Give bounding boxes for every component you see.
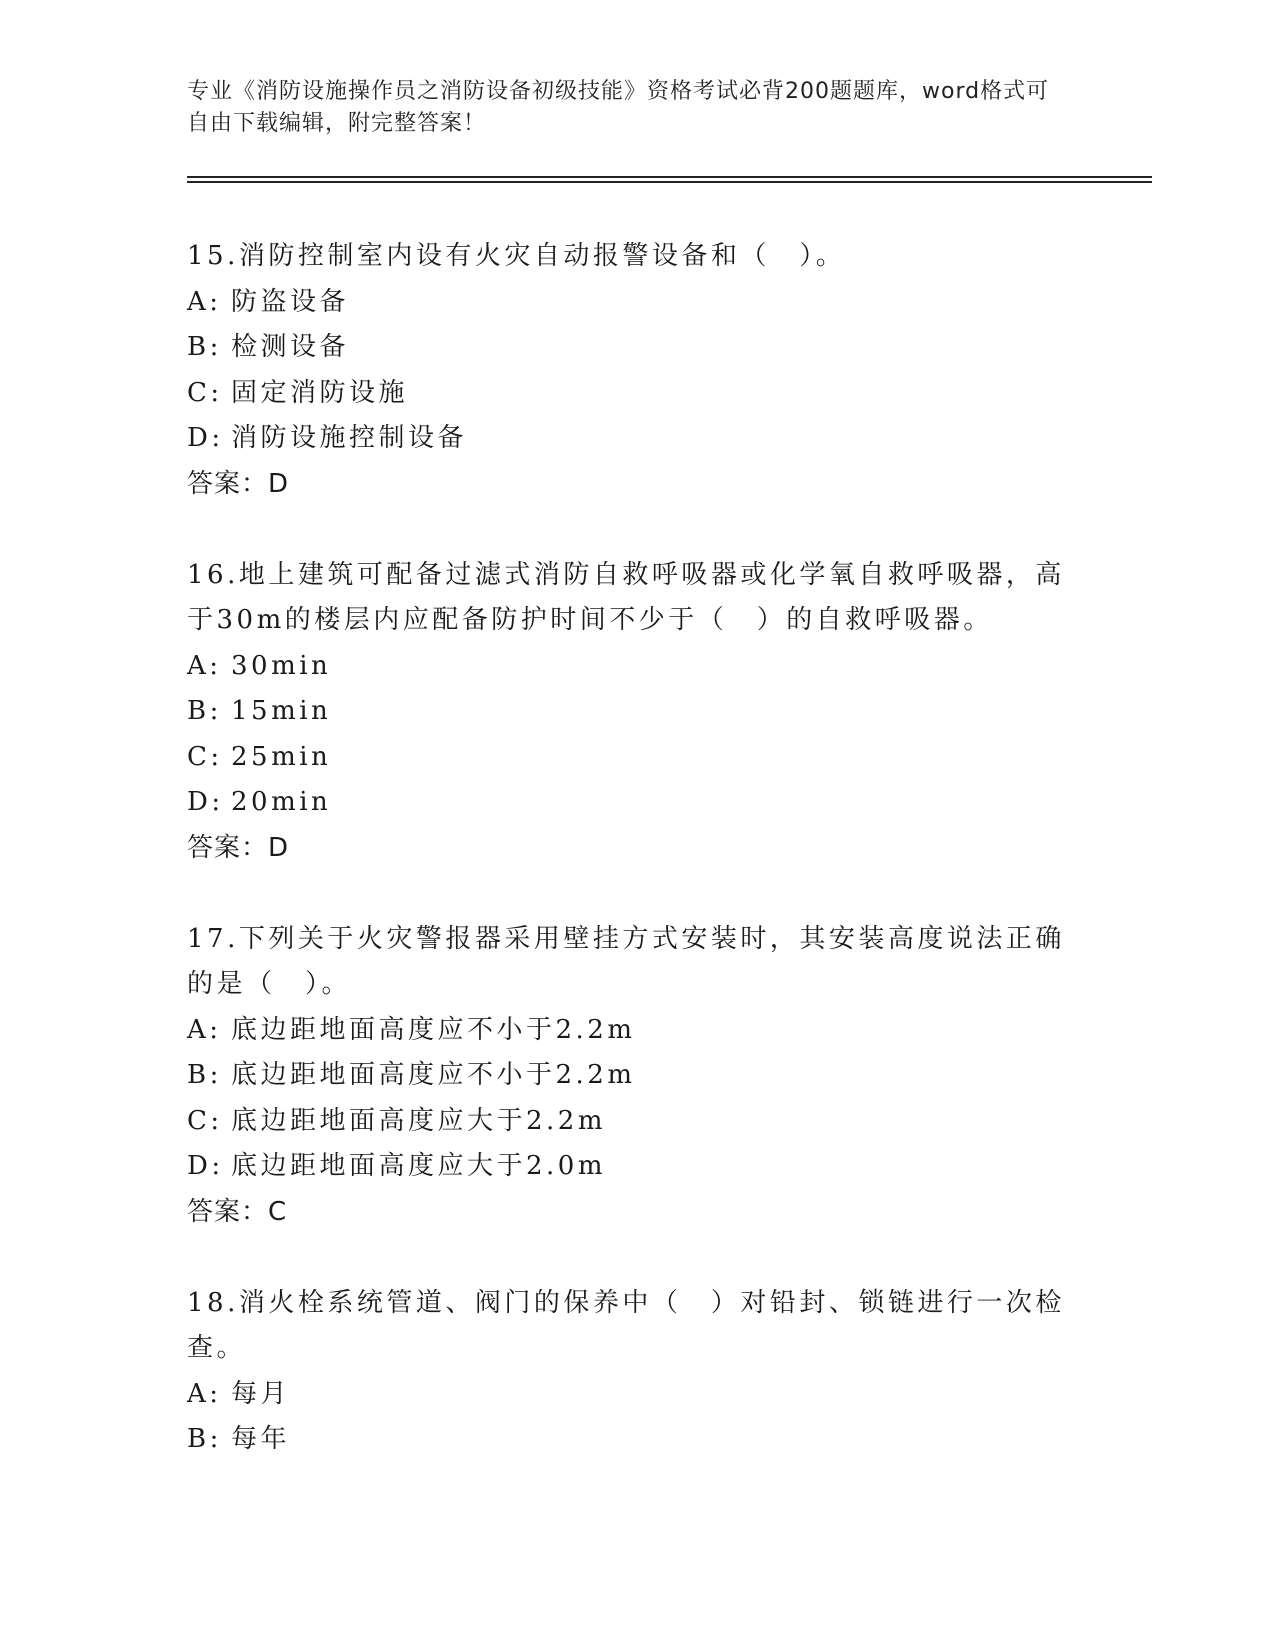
question-18 xyxy=(187,1281,1082,1463)
option-letter: A: xyxy=(187,1014,222,1045)
header-rule-bottom xyxy=(187,181,1152,183)
spacer xyxy=(187,871,1082,917)
option-b xyxy=(187,689,1082,735)
page-header: 专业《消防设施操作员之消防设备初级技能》资格考试必背200题题库，word格式可自由下载编辑，附完整答案！ xyxy=(187,79,1050,136)
option-a xyxy=(187,1372,1082,1418)
option-letter: D: xyxy=(187,1151,224,1181)
option-b xyxy=(187,1053,1082,1099)
option-text: 底边距地面高度应不小于2.2m xyxy=(231,1060,636,1090)
option-letter: A: xyxy=(187,1378,222,1409)
option-c xyxy=(187,1099,1082,1145)
option-b xyxy=(187,1417,1082,1463)
option-text: 15min xyxy=(231,696,332,726)
option-c xyxy=(187,371,1082,417)
option-c xyxy=(187,735,1082,781)
option-letter: B: xyxy=(187,696,222,726)
option-letter: A: xyxy=(187,650,222,681)
option-text: 底边距地面高度应大于2.0m xyxy=(231,1151,607,1181)
option-letter: C: xyxy=(187,1105,223,1136)
answer-line: 答案：D xyxy=(187,832,290,863)
option-text: 固定消防设施 xyxy=(231,377,409,408)
option-b xyxy=(187,325,1082,371)
option-a xyxy=(187,1008,1082,1054)
question-stem: 15.消防控制室内设有火灾自动报警设备和（ ）。 xyxy=(187,241,846,271)
option-letter: D: xyxy=(187,787,224,817)
option-text: 底边距地面高度应大于2.2m xyxy=(231,1105,607,1136)
question-stem: 18.消火栓系统管道、阀门的保养中（ ）对铅封、锁链进行一次检查。 xyxy=(187,1287,1065,1363)
option-letter: A: xyxy=(187,286,222,317)
option-text: 底边距地面高度应不小于2.2m xyxy=(231,1014,636,1045)
spacer xyxy=(187,507,1082,553)
option-d xyxy=(187,416,1082,462)
option-text: 30min xyxy=(231,650,332,681)
option-letter: C: xyxy=(187,741,223,772)
header-rule-top xyxy=(187,176,1152,178)
answer-line: 答案：C xyxy=(187,1196,288,1227)
option-letter: D: xyxy=(187,423,224,453)
question-15 xyxy=(187,234,1082,507)
option-text: 检测设备 xyxy=(231,332,350,362)
option-letter: B: xyxy=(187,1060,222,1090)
question-16 xyxy=(187,553,1082,872)
option-d xyxy=(187,1144,1082,1190)
question-list xyxy=(187,234,1082,1463)
question-stem: 16.地上建筑可配备过滤式消防自救呼吸器或化学氧自救呼吸器，高于30m的楼层内应配备防护时间不少于（ ）的自救呼吸器。 xyxy=(187,559,1065,635)
option-text: 20min xyxy=(231,787,332,817)
question-17 xyxy=(187,917,1082,1236)
question-stem: 17.下列关于火灾警报器采用壁挂方式安装时，其安装高度说法正确的是（ ）。 xyxy=(187,923,1065,999)
option-text: 每年 xyxy=(231,1424,291,1454)
option-a xyxy=(187,644,1082,690)
option-letter: B: xyxy=(187,1424,222,1454)
answer-line: 答案：D xyxy=(187,468,290,499)
spacer xyxy=(187,1235,1082,1281)
option-text: 消防设施控制设备 xyxy=(231,423,468,453)
option-text: 防盗设备 xyxy=(231,286,350,317)
option-text: 25min xyxy=(231,741,332,772)
option-text: 每月 xyxy=(231,1378,291,1409)
option-letter: C: xyxy=(187,377,223,408)
option-letter: B: xyxy=(187,332,222,362)
option-a xyxy=(187,280,1082,326)
option-d xyxy=(187,780,1082,826)
